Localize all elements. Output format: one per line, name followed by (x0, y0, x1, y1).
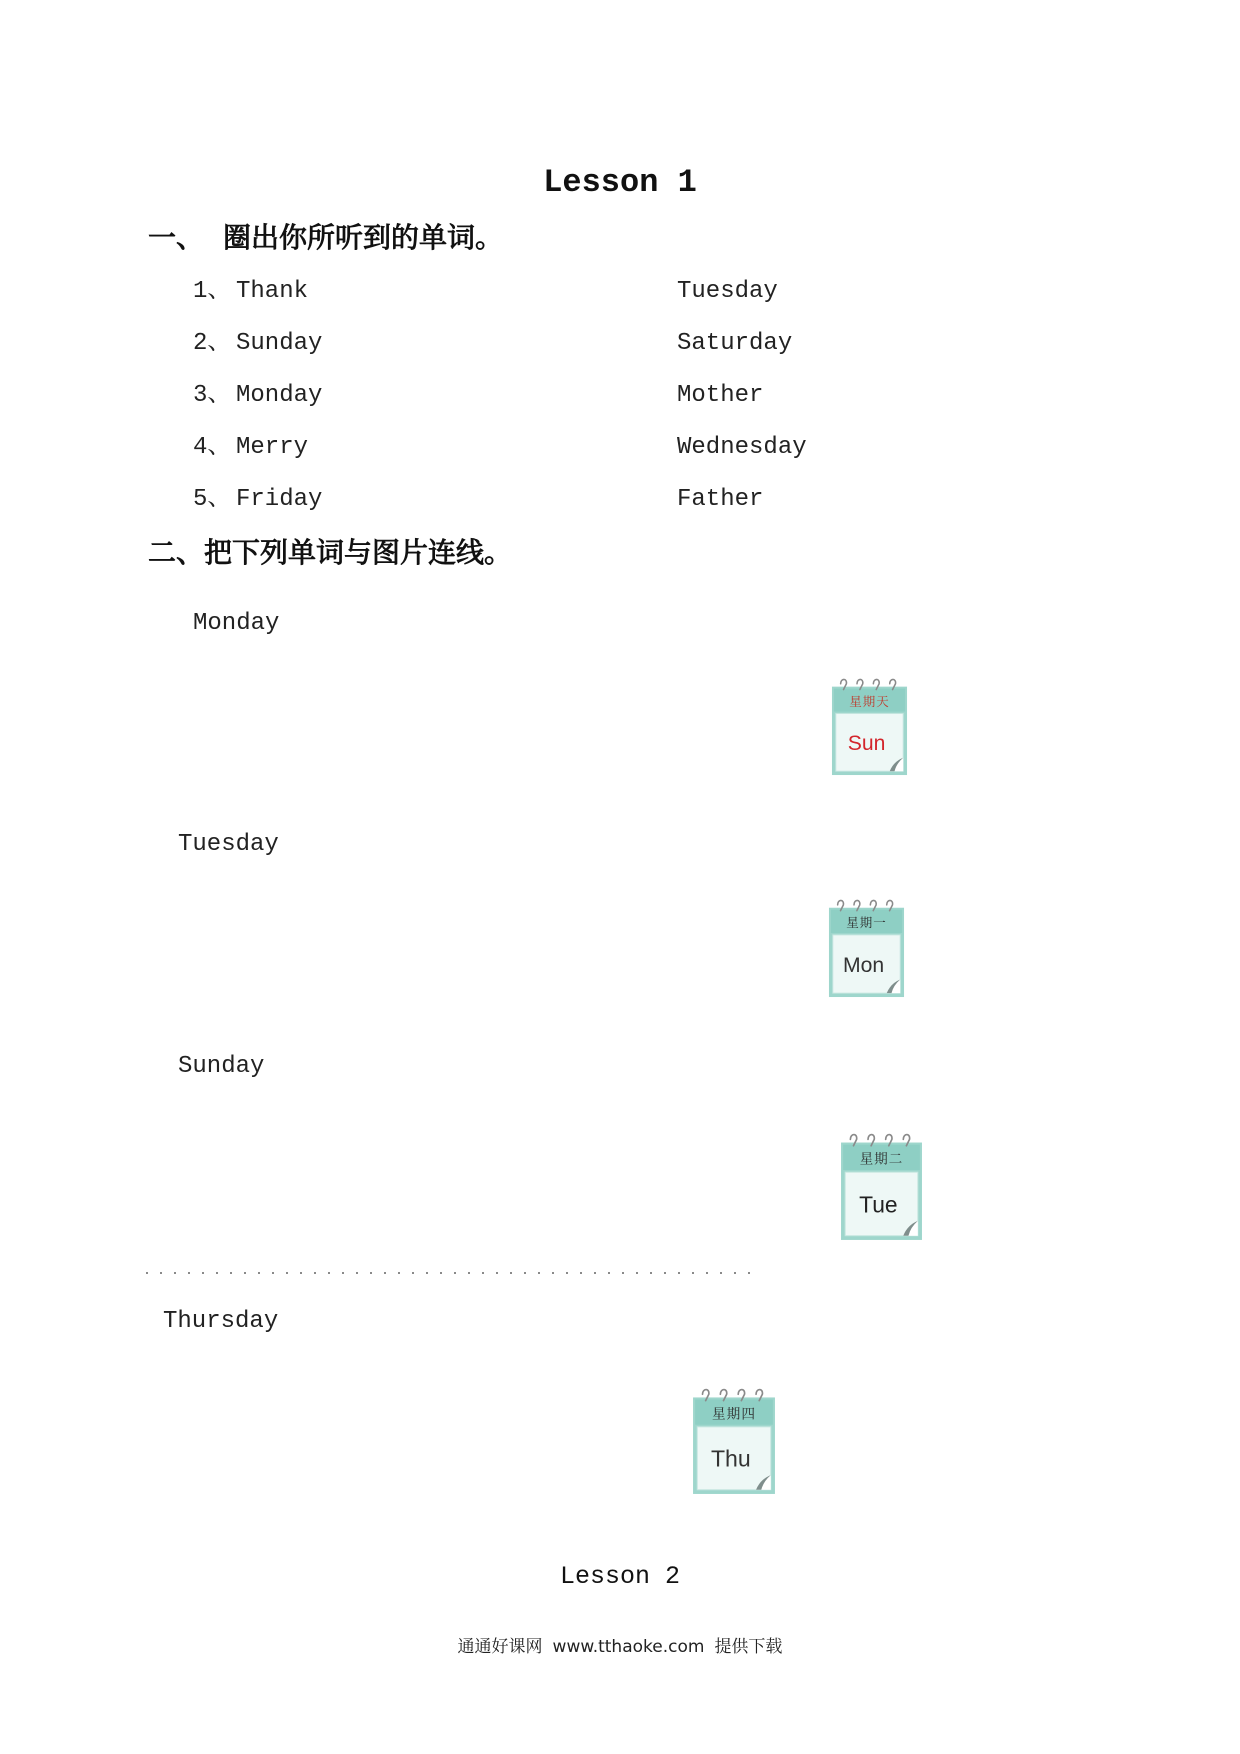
calendar-thu-icon (692, 1388, 776, 1495)
word-choice-row (193, 485, 833, 537)
lesson-2-title: Lesson 2 (559, 1562, 681, 1591)
word-option-b: Wednesday (677, 434, 807, 461)
calendar-mon-icon (828, 899, 905, 998)
match-word-thursday: Thursday (163, 1308, 279, 1335)
item-number: 1、 (193, 278, 232, 305)
calendar-abbr: Thu (710, 1445, 751, 1472)
page-break-divider (146, 1272, 753, 1274)
calendar-abbr: Mon (843, 952, 885, 977)
calendar-sun-icon (831, 678, 908, 776)
word-option-a: Merry (236, 434, 309, 461)
word-choice-row (193, 277, 833, 329)
section-1-title: 圈出你所听到的单词。 (223, 221, 504, 254)
item-number: 5、 (193, 486, 232, 513)
word-option-b: Saturday (677, 330, 793, 357)
section-2-title: 二、把下列单词与图片连线。 (148, 536, 513, 569)
section-1-number: 一、 (148, 221, 205, 254)
item-number: 4、 (193, 434, 232, 461)
item-number: 3、 (193, 382, 232, 409)
word-choice-row (193, 433, 833, 485)
calendar-abbr: Sun (847, 732, 886, 756)
word-option-a: Sunday (236, 330, 323, 357)
calendar-weekday-cn: 星期四 (711, 1406, 757, 1423)
page-footer (0, 1635, 1240, 1659)
word-choice-row (193, 381, 833, 433)
calendar-tue-icon (840, 1133, 923, 1241)
match-word-sunday: Sunday (178, 1053, 265, 1080)
calendar-weekday-cn: 星期二 (859, 1151, 904, 1168)
word-option-b: Mother (677, 382, 764, 409)
footer-url: www.tthaoke.com (552, 1637, 705, 1657)
item-number: 2、 (193, 330, 232, 357)
word-option-b: Father (677, 486, 764, 513)
calendar-weekday-cn: 星期天 (849, 693, 890, 709)
match-word-monday: Monday (193, 610, 280, 637)
word-choice-row (193, 329, 833, 381)
lesson-1-title: Lesson 1 (543, 164, 697, 201)
word-option-a: Friday (236, 486, 323, 513)
word-option-a: Monday (236, 382, 323, 409)
word-choice-list (193, 277, 833, 537)
match-word-tuesday: Tuesday (178, 831, 279, 858)
footer-suffix: 提供下载 (714, 1637, 783, 1657)
calendar-weekday-cn: 星期一 (846, 915, 887, 931)
word-option-b: Tuesday (677, 278, 778, 305)
calendar-abbr: Tue (859, 1191, 898, 1218)
word-option-a: Thank (236, 278, 309, 305)
footer-site-name: 通通好课网 (457, 1637, 543, 1657)
